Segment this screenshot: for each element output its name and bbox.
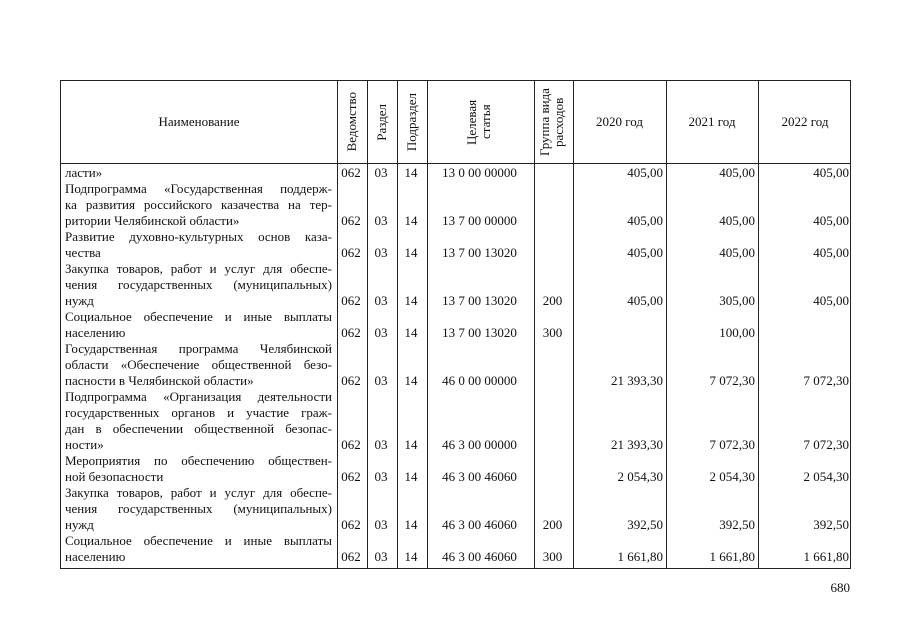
row-gruppa: 300 — [542, 325, 563, 340]
row-celevaya-statya: 46 3 00 46060 — [442, 549, 517, 564]
row-podrazdel: 14 — [404, 245, 418, 260]
row-celevaya-statya: 13 7 00 13020 — [442, 245, 517, 260]
row-value-2020: 392,50 — [627, 517, 663, 532]
row-value-2020: 405,00 — [627, 165, 663, 180]
row-razdel: 03 — [374, 517, 388, 532]
row-name-line: Социальное обеспечение и иные выплаты — [65, 309, 332, 324]
row-value-2022: 405,00 — [813, 293, 849, 308]
row-razdel: 03 — [374, 293, 388, 308]
row-name-line: государственных органов и участие граж- — [65, 405, 332, 420]
header-divider — [61, 163, 850, 164]
header-name: Наименование — [158, 114, 240, 129]
header-2022: 2022 год — [781, 114, 829, 129]
row-name-line: Закупка товаров, работ и услуг для обеспе- — [65, 261, 332, 276]
row-vedomstvo: 062 — [341, 373, 361, 388]
row-name-line: ка развития российского казачества на тер- — [65, 197, 332, 212]
row-value-2022: 405,00 — [813, 213, 849, 228]
row-razdel: 03 — [374, 437, 388, 452]
row-podrazdel: 14 — [404, 437, 418, 452]
row-name-line: чения государственных (муниципальных) — [65, 501, 332, 516]
row-gruppa: 200 — [542, 517, 563, 532]
row-name-line: Закупка товаров, работ и услуг для обеспе- — [65, 485, 332, 500]
row-name-line: нужд — [65, 293, 94, 308]
row-podrazdel: 14 — [404, 469, 418, 484]
row-podrazdel: 14 — [404, 373, 418, 388]
row-razdel: 03 — [374, 549, 388, 564]
row-vedomstvo: 062 — [341, 517, 361, 532]
row-name-line: чения государственных (муниципальных) — [65, 277, 332, 292]
row-razdel: 03 — [374, 469, 388, 484]
row-name-line: Подпрограмма «Организация деятельности — [65, 389, 332, 404]
row-value-2021: 100,00 — [719, 325, 755, 340]
row-value-2022: 2 054,30 — [803, 469, 849, 484]
row-celevaya-statya: 46 3 00 46060 — [442, 469, 517, 484]
row-name-line: нужд — [65, 517, 94, 532]
row-value-2021: 405,00 — [719, 165, 755, 180]
row-vedomstvo: 062 — [341, 549, 361, 564]
row-celevaya-statya: 13 7 00 13020 — [442, 293, 517, 308]
row-value-2020: 2 054,30 — [617, 469, 663, 484]
row-value-2020: 1 661,80 — [617, 549, 663, 564]
row-name-line: Социальное обеспечение и иные выплаты — [65, 533, 332, 548]
row-value-2021: 1 661,80 — [709, 549, 755, 564]
row-name-line: ласти» — [65, 165, 103, 180]
row-gruppa: 300 — [542, 549, 563, 564]
page-number: 680 — [830, 580, 850, 595]
row-name-line: ритории Челябинской области» — [65, 213, 240, 228]
row-podrazdel: 14 — [404, 165, 418, 180]
row-name-line: населению — [65, 325, 126, 340]
row-razdel: 03 — [374, 325, 388, 340]
row-razdel: 03 — [374, 373, 388, 388]
row-razdel: 03 — [374, 165, 388, 180]
row-name-line: ности» — [65, 437, 104, 452]
row-vedomstvo: 062 — [341, 469, 361, 484]
row-razdel: 03 — [374, 245, 388, 260]
header-razdel: Раздел — [374, 103, 389, 141]
header-podrazdel: Подраздел — [404, 92, 419, 152]
row-value-2021: 7 072,30 — [709, 437, 755, 452]
row-value-2020: 405,00 — [627, 245, 663, 260]
row-celevaya-statya: 13 0 00 00000 — [442, 165, 517, 180]
row-value-2021: 305,00 — [719, 293, 755, 308]
row-celevaya-statya: 46 3 00 00000 — [442, 437, 517, 452]
row-podrazdel: 14 — [404, 517, 418, 532]
row-name-line: Подпрограмма «Государственная поддерж- — [65, 181, 332, 196]
row-name-line: населению — [65, 549, 126, 564]
row-name-line: Мероприятия по обеспечению обществен- — [65, 453, 332, 468]
row-value-2022: 7 072,30 — [803, 373, 849, 388]
row-vedomstvo: 062 — [341, 437, 361, 452]
row-celevaya-statya: 46 0 00 00000 — [442, 373, 517, 388]
header-vedomstvo: Ведомство — [344, 92, 359, 152]
row-value-2021: 2 054,30 — [709, 469, 755, 484]
row-vedomstvo: 062 — [341, 245, 361, 260]
row-razdel: 03 — [374, 213, 388, 228]
row-name-line: дан в обеспечении общественной безопас- — [65, 421, 332, 436]
row-name-line: чества — [65, 245, 101, 260]
header-gruppa-rashodov: Группа вида расходов — [536, 88, 566, 156]
row-podrazdel: 14 — [404, 325, 418, 340]
row-value-2022: 405,00 — [813, 165, 849, 180]
row-gruppa: 200 — [542, 293, 563, 308]
row-name-line: области «Обеспечение общественной безо- — [65, 357, 332, 372]
row-vedomstvo: 062 — [341, 165, 361, 180]
row-name-line: Развитие духовно-культурных основ каза- — [65, 229, 332, 244]
row-value-2020: 405,00 — [627, 293, 663, 308]
row-name-line: ной безопасности — [65, 469, 164, 484]
row-celevaya-statya: 13 7 00 00000 — [442, 213, 517, 228]
row-name-line: Государственная программа Челябинской — [65, 341, 332, 356]
row-value-2022: 1 661,80 — [803, 549, 849, 564]
header-celevaya-statya: Целевая статья — [463, 99, 493, 145]
row-value-2022: 392,50 — [813, 517, 849, 532]
row-vedomstvo: 062 — [341, 325, 361, 340]
row-name-line: пасности в Челябинской области» — [65, 373, 254, 388]
header-2021: 2021 год — [688, 114, 736, 129]
row-vedomstvo: 062 — [341, 213, 361, 228]
row-podrazdel: 14 — [404, 213, 418, 228]
row-vedomstvo: 062 — [341, 293, 361, 308]
row-value-2021: 405,00 — [719, 245, 755, 260]
row-value-2020: 21 393,30 — [611, 373, 663, 388]
row-value-2020: 405,00 — [627, 213, 663, 228]
header-2020: 2020 год — [596, 114, 643, 129]
budget-table — [60, 80, 851, 569]
row-value-2021: 7 072,30 — [709, 373, 755, 388]
row-value-2021: 392,50 — [719, 517, 755, 532]
row-celevaya-statya: 46 3 00 46060 — [442, 517, 517, 532]
row-value-2020: 21 393,30 — [611, 437, 663, 452]
row-value-2022: 405,00 — [813, 245, 849, 260]
row-value-2021: 405,00 — [719, 213, 755, 228]
row-podrazdel: 14 — [404, 293, 418, 308]
row-celevaya-statya: 13 7 00 13020 — [442, 325, 517, 340]
row-value-2022: 7 072,30 — [803, 437, 849, 452]
row-podrazdel: 14 — [404, 549, 418, 564]
